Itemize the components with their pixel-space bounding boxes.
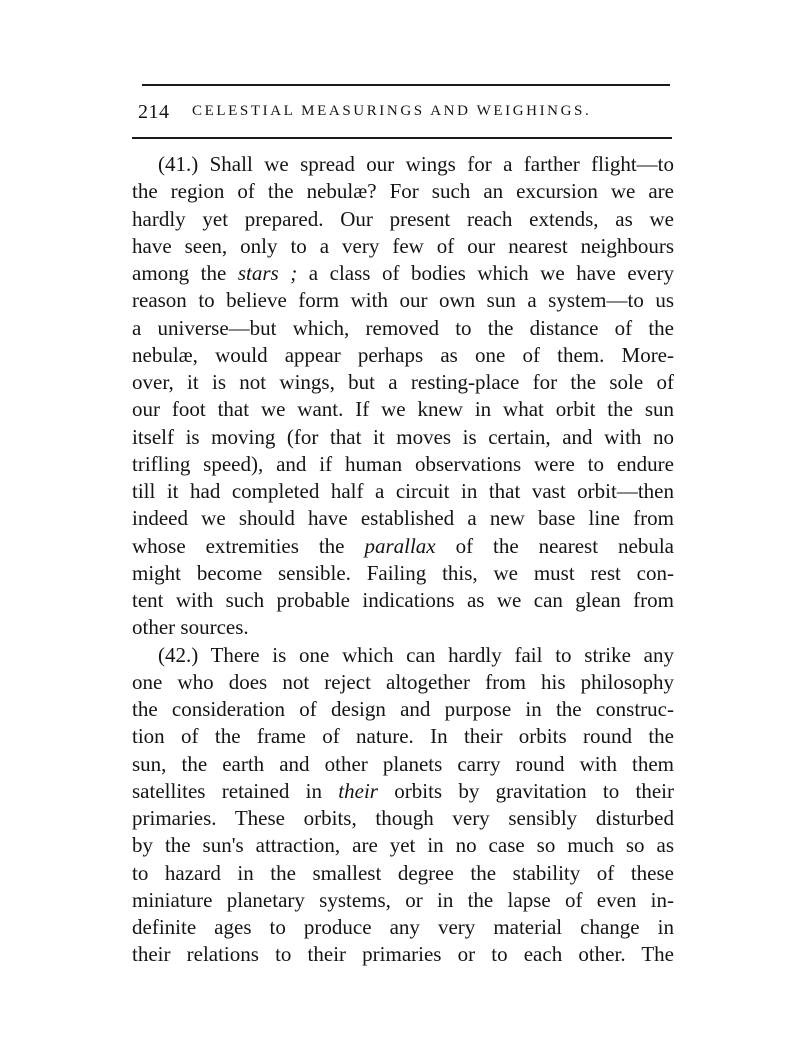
text-line [132,315,674,342]
text-run: definite ages to produce any very material change in [132,915,674,939]
text-line [132,151,674,178]
text-run: over, it is not wings, but a resting-place for the sole of [132,370,674,394]
text-line [132,505,674,532]
text-line [132,396,674,423]
text-run: one who does not reject altogether from his philosophy [132,669,674,694]
body-text [132,151,674,969]
text-run: the region of the nebulæ? For such an excursion we are [132,179,674,204]
text-run: to hazard in the smallest degree the stability of these [132,860,674,885]
text-run: trifling speed), and if human observations were to endure [132,451,674,476]
text-run: might become sensible. Failing this, we must rest con- [132,560,674,585]
text-run: the consideration of design and purpose in the construc- [132,697,674,721]
text-line [132,751,674,778]
text-run: itself is moving (for that it moves is certain, and with no [132,424,674,449]
text-line [132,342,674,369]
text-line [132,560,674,587]
text-run: orbits by gravitation to their [377,778,674,803]
italic-text: stars ; [237,261,298,285]
text-line [132,478,674,505]
text-line [132,642,674,669]
text-run: primaries. These orbits, though very sensibly disturbed [132,806,674,830]
page-number: 214 [138,101,170,123]
text-line [132,424,674,451]
text-line [132,805,674,832]
text-run: a universe—but which, removed to the distance of the [132,315,674,340]
text-run: our foot that we want. If we knew in what orbit the sun [132,397,674,422]
running-header [138,99,670,127]
text-line [132,669,674,696]
text-line [132,887,674,914]
text-run: of the nearest nebula [435,533,674,558]
text-line [132,778,674,805]
paragraph [132,642,674,969]
text-run: a class of bodies which we have every [297,261,675,285]
text-line [132,369,674,396]
text-line [132,260,674,287]
text-run: indeed we should have established a new base line from [132,506,674,531]
text-run: reason to believe form with our own sun a system—to us [132,288,674,313]
text-line [132,860,674,887]
text-run: by the sun's attraction, are yet in no case so much so as [132,833,674,858]
text-line [132,206,674,233]
text-run: tion of the frame of nature. In their orbits round the [132,724,674,749]
running-head: CELESTIAL MEASURINGS AND WEIGHINGS. [192,103,592,119]
text-line [132,941,674,968]
text-line [132,287,674,314]
text-line [132,832,674,859]
text-line [132,233,674,260]
text-run: miniature planetary systems, or in the lapse of even in- [132,887,674,912]
text-run: (41.) Shall we spread our wings for a farther flight—to [158,152,674,176]
text-run: satellites retained in [132,778,339,803]
text-run: whose extremities the [132,533,365,558]
text-run: among the [132,261,238,285]
text-run: their relations to their primaries or to each other. The [132,942,674,967]
text-run: hardly yet prepared. Our present reach extends, as we [132,206,674,231]
text-run: tent with such probable indications as we can glean from [132,588,674,612]
text-line [132,587,674,614]
text-run: nebulæ, would appear perhaps as one of them. More- [132,342,674,367]
text-line [132,914,674,941]
text-run: other sources. [132,615,249,640]
text-line [132,723,674,750]
text-line [132,696,674,723]
text-line [132,533,674,560]
italic-text: parallax [364,533,436,558]
text-run: sun, the earth and other planets carry round with them [132,751,674,776]
header-rule-top [142,84,670,86]
italic-text: their [338,778,378,803]
paragraph [132,151,674,642]
text-line [132,178,674,205]
text-run: have seen, only to a very few of our nearest neighbours [132,233,674,258]
text-run: (42.) There is one which can hardly fail to strike any [158,642,674,667]
text-line [132,614,674,641]
text-line [132,451,674,478]
text-run: till it had completed half a circuit in that vast orbit—then [132,479,674,503]
header-rule-bottom [132,137,672,139]
